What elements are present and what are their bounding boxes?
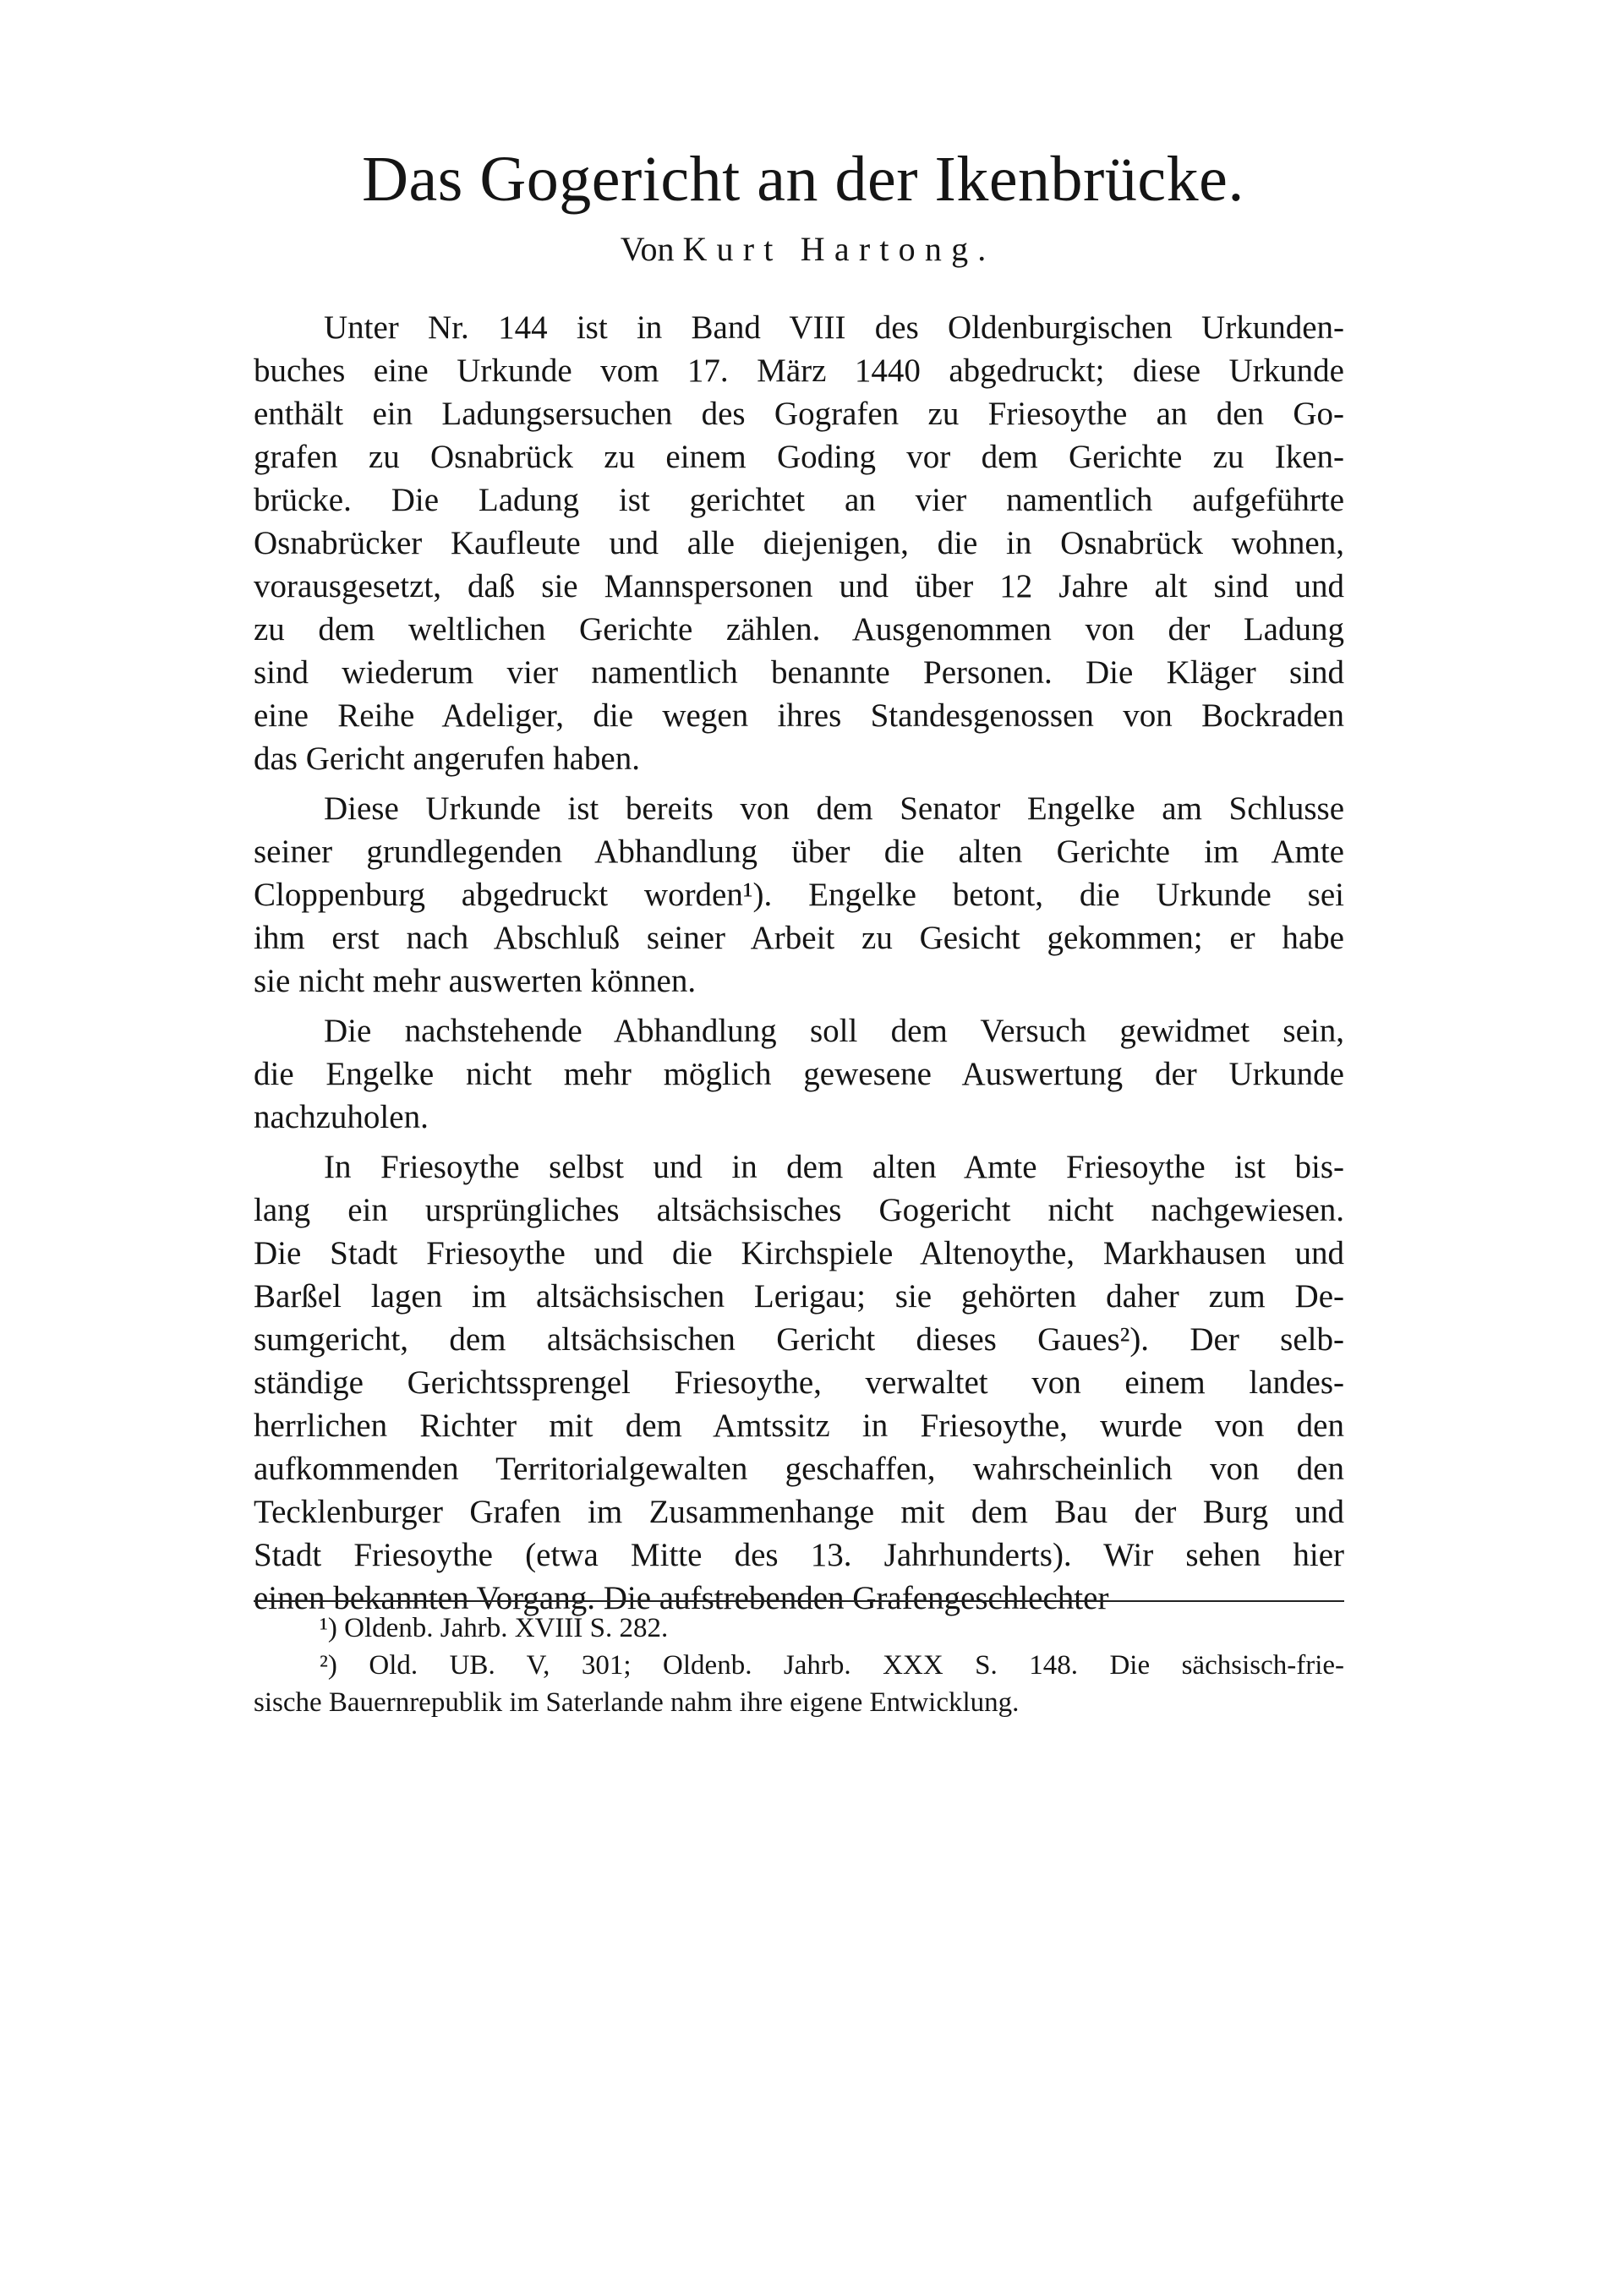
paragraph	[254, 306, 1344, 780]
text-line: buches eine Urkunde vom 17. März 1440 abgedruckt; diese Urkunde	[254, 353, 1344, 389]
text-line: brücke. Die Ladung ist gerichtet an vier namentlich aufgeführte	[254, 482, 1344, 518]
author-suffix: .	[977, 230, 987, 268]
text-line: Die nachstehende Abhandlung soll dem Versuch gewidmet sein,	[324, 1013, 1344, 1049]
text-line: Die Stadt Friesoythe und die Kirchspiele Altenoythe, Markhausen und	[254, 1235, 1344, 1271]
footnote	[254, 1610, 1344, 1647]
text-line: die Engelke nicht mehr möglich gewesene Auswertung der Urkunde	[254, 1056, 1344, 1092]
text-line: Diese Urkunde ist bereits von dem Senator Engelke am Schlusse	[324, 790, 1344, 827]
text-line: ¹) Oldenb. Jahrb. XVIII S. 282.	[320, 1613, 669, 1643]
body-text	[254, 306, 1344, 1626]
text-line: eine Reihe Adeliger, die wegen ihres Standesgenossen von Bockraden	[254, 697, 1344, 734]
text-line: In Friesoythe selbst und in dem alten Amte Friesoythe ist bis-	[324, 1149, 1344, 1185]
paragraph	[254, 787, 1344, 1003]
author-name: Kurt Hartong	[682, 230, 978, 268]
author-prefix: Von	[620, 230, 675, 268]
text-line: nachzuholen.	[254, 1099, 429, 1135]
text-line: vorausgesetzt, daß sie Mannspersonen und über 12 Jahre alt sind und	[254, 568, 1344, 604]
text-line: sie nicht mehr auswerten können.	[254, 963, 697, 999]
text-line: ihm erst nach Abschluß seiner Arbeit zu Gesicht gekommen; er habe	[254, 920, 1344, 956]
text-line: Cloppenburg abgedruckt worden¹). Engelke betont, die Urkunde sei	[254, 877, 1344, 913]
text-line: sind wiederum vier namentlich benannte Personen. Die Kläger sind	[254, 654, 1344, 691]
text-line: zu dem weltlichen Gerichte zählen. Ausgenommen von der Ladung	[254, 611, 1344, 648]
footnote	[254, 1647, 1344, 1721]
text-line: einen bekannten Vorgang. Die aufstrebenden Grafengeschlechter	[254, 1580, 1109, 1616]
text-line: Unter Nr. 144 ist in Band VIII des Oldenburgischen Urkunden-	[324, 309, 1344, 346]
text-line: sische Bauernrepublik im Saterlande nahm ihre eigene Entwicklung.	[254, 1687, 1020, 1718]
text-line: sumgericht, dem altsächsischen Gericht dieses Gaues²). Der selb-	[254, 1321, 1344, 1358]
text-line: Stadt Friesoythe (etwa Mitte des 13. Jahrhunderts). Wir sehen hier	[254, 1537, 1344, 1573]
author-byline	[254, 228, 1353, 271]
paragraph	[254, 1145, 1344, 1620]
text-line: herrlichen Richter mit dem Amtssitz in Friesoythe, wurde von den	[254, 1408, 1344, 1444]
text-line: grafen zu Osnabrück zu einem Goding vor dem Gerichte zu Iken-	[254, 439, 1344, 475]
text-line: lang ein ursprüngliches altsächsisches Gogericht nicht nachgewiesen.	[254, 1192, 1344, 1228]
text-line: Barßel lagen im altsächsischen Lerigau; sie gehörten daher zum De-	[254, 1278, 1344, 1315]
article-title: Das Gogericht an der Ikenbrücke.	[362, 144, 1244, 215]
text-line: Tecklenburger Grafen im Zusammenhange mit dem Bau der Burg und	[254, 1494, 1344, 1530]
footnote-separator	[254, 1600, 1344, 1602]
text-line: aufkommenden Territorialgewalten geschaffen, wahrscheinlich von den	[254, 1451, 1344, 1487]
paragraph	[254, 1009, 1344, 1139]
text-line: Osnabrücker Kaufleute und alle diejenigen, die in Osnabrück wohnen,	[254, 525, 1344, 561]
text-line: ²) Old. UB. V, 301; Oldenb. Jahrb. XXX S. 148. Die sächsisch-frie-	[320, 1650, 1344, 1681]
text-line: seiner grundlegenden Abhandlung über die alten Gerichte im Amte	[254, 834, 1344, 870]
text-line: ständige Gerichtssprengel Friesoythe, verwaltet von einem landes-	[254, 1364, 1344, 1401]
text-line: enthält ein Ladungsersuchen des Gografen zu Friesoythe an den Go-	[254, 396, 1344, 432]
footnotes	[254, 1610, 1344, 1721]
text-line: das Gericht angerufen haben.	[254, 741, 640, 777]
